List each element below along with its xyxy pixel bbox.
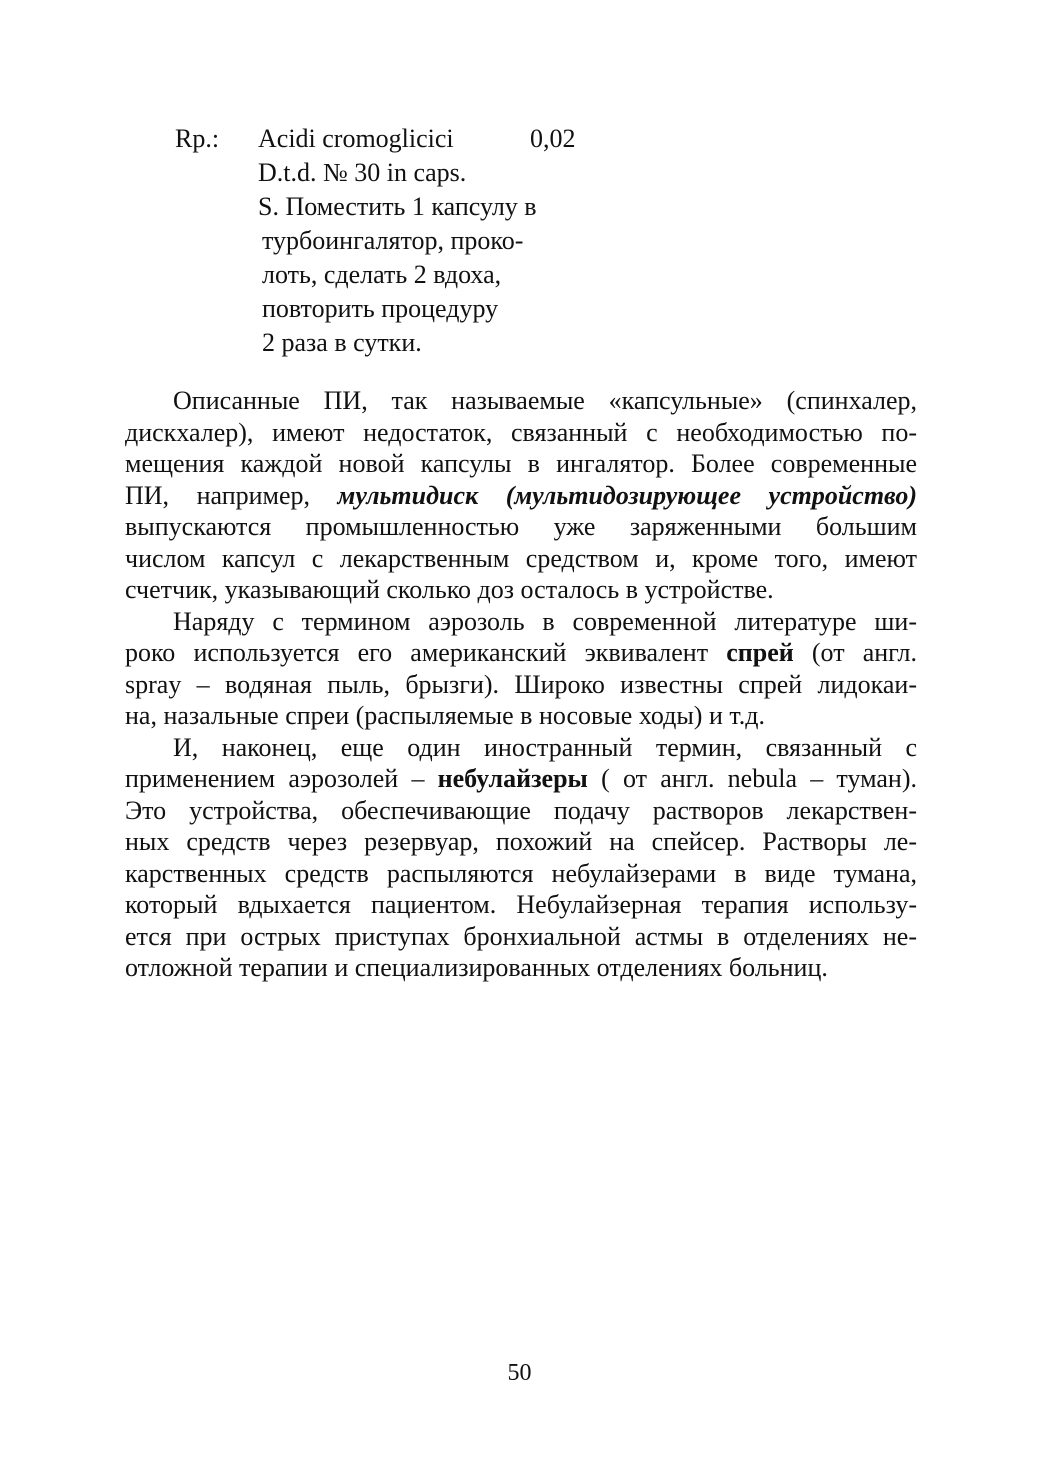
text-line: ется при острых приступах бронхиальной астмы в отделениях не- bbox=[125, 921, 917, 951]
text-line bbox=[125, 763, 917, 795]
page-number: 50 bbox=[507, 1360, 532, 1386]
prescription-signa-line: лоть, сделать 2 вдоха, bbox=[262, 260, 502, 289]
text-line: счетчик, указывающий сколько доз осталось в устройстве. bbox=[125, 575, 774, 604]
text-run: (от англ. bbox=[793, 638, 917, 667]
text-line: мещения каждой новой капсулы в ингалятор. Более современные bbox=[125, 449, 917, 478]
text-line: выпускаются промышленностью уже заряженными большим bbox=[125, 512, 917, 541]
text-line: spray – водяная пыль, брызги). Широко известны спрей лидокаи- bbox=[125, 669, 917, 699]
paragraph-nebulizers bbox=[125, 732, 917, 984]
prescription-signa-line: повторить процедуру bbox=[262, 294, 499, 323]
prescription-label: Rp.: bbox=[175, 124, 220, 153]
text-line: на, назальные спреи (распыляемые в носовые ходы) и т.д. bbox=[125, 701, 765, 730]
prescription-signa-line: 2 раза в сутки. bbox=[262, 328, 422, 357]
text-run: роко используется его американский эквивалент bbox=[125, 638, 727, 667]
prescription-signa-line: турбоингалятор, проко- bbox=[262, 226, 524, 255]
text-line: отложной терапии и специализированных отделениях больниц. bbox=[125, 953, 828, 982]
paragraph-spray bbox=[125, 606, 917, 732]
text-line: карственных средств распыляются небулайзерами в виде тумана, bbox=[125, 858, 917, 888]
emphasis-term-multidisk: мультидиск (мультидозирующее устройство) bbox=[337, 480, 917, 510]
text-line: И, наконец, еще один иностранный термин, связанный с bbox=[173, 732, 917, 762]
text-line: числом капсул с лекарственным средством и, кроме того, имеют bbox=[125, 543, 917, 573]
text-run: ( от англ. nebula – туман). bbox=[587, 764, 917, 793]
text-line: Наряду с термином аэрозоль в современной литературе ши- bbox=[173, 606, 917, 636]
body-text bbox=[125, 385, 917, 984]
prescription-signa-line: S. Поместить 1 капсулу в bbox=[258, 192, 537, 221]
prescription-drug: Acidi cromoglicici bbox=[258, 124, 454, 153]
bold-term-spray: спрей bbox=[726, 638, 794, 667]
text-line bbox=[125, 637, 917, 669]
text-line: ных средств через резервуар, похожий на спейсер. Растворы ле- bbox=[125, 827, 917, 856]
prescription-dose: 0,02 bbox=[530, 124, 576, 153]
prescription-dtd: D.t.d. № 30 in caps. bbox=[258, 158, 467, 187]
text-line: Описанные ПИ, так называемые «капсульные» (спинхалер, bbox=[173, 386, 917, 415]
text-line bbox=[125, 480, 917, 512]
text-line: который вдыхается пациентом. Небулайзерная терапия использу- bbox=[125, 890, 917, 919]
bold-term-nebulizers: небулайзеры bbox=[437, 764, 588, 793]
text-run: применением аэрозолей – bbox=[125, 764, 438, 793]
paragraph-inhalers bbox=[125, 385, 917, 606]
text-line: дискхалер), имеют недостаток, связанный с необходимостью по- bbox=[125, 417, 917, 447]
text-run: ПИ, например, bbox=[125, 480, 338, 510]
text-line: Это устройства, обеспечивающие подачу растворов лекарствен- bbox=[125, 795, 917, 825]
